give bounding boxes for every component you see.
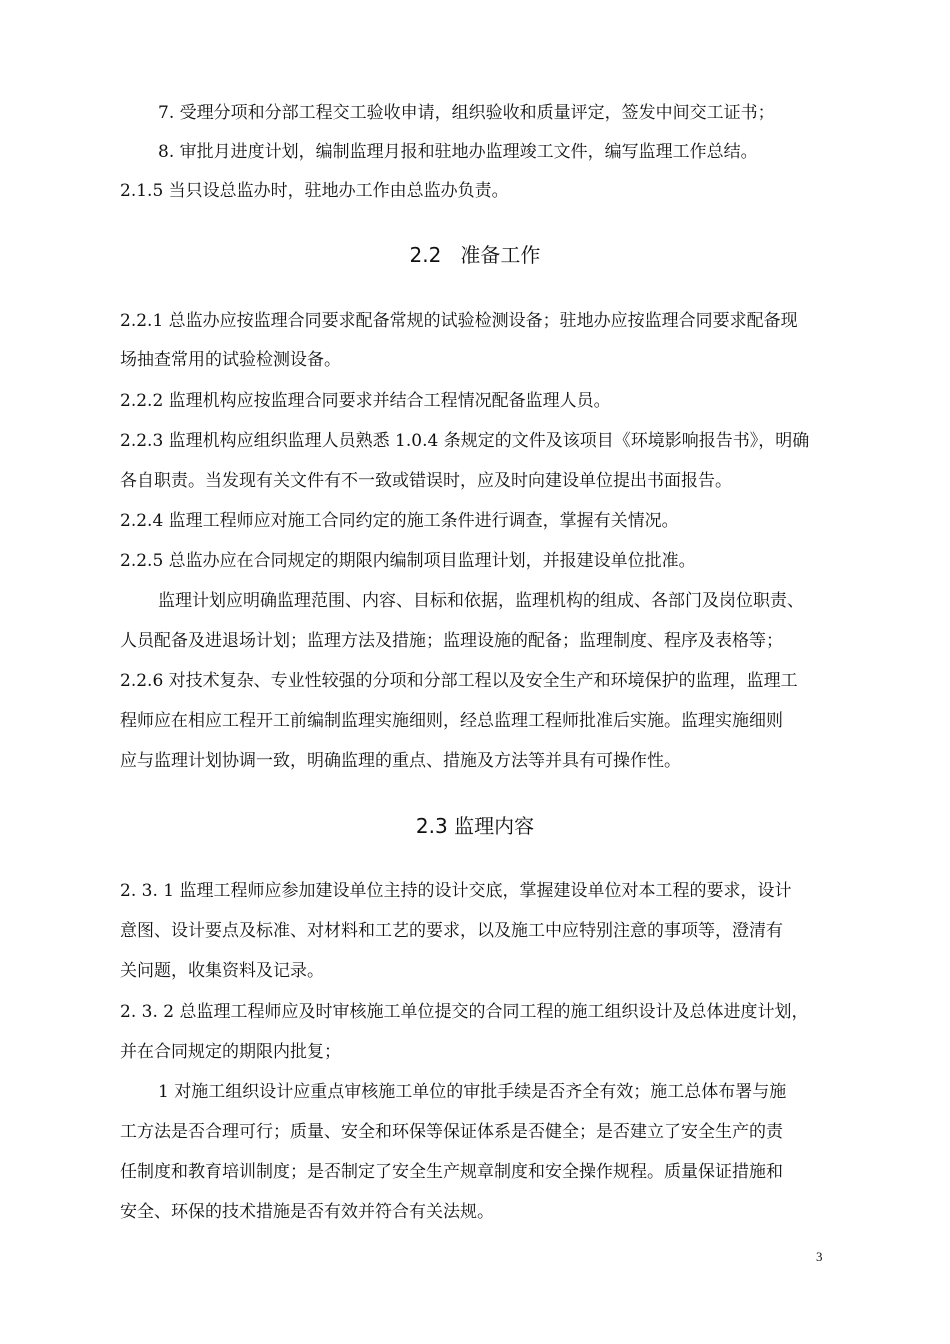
paragraph-line: 2.2.3 监理机构应组织监理人员熟悉 1.0.4 条规定的文件及该项目《环境影响报告书》，明确 <box>120 431 810 451</box>
paragraph-line: 关问题，收集资料及记录。 <box>120 961 324 981</box>
paragraph-line: 2.1.5 当只设总监办时，驻地办工作由总监办负责。 <box>120 181 509 201</box>
paragraph-line: 8. 审批月进度计划，编制监理月报和驻地办监理竣工文件，编写监理工作总结。 <box>158 142 758 162</box>
section-heading-2-2: 2.2 准备工作 <box>409 243 541 267</box>
paragraph-line: 应与监理计划协调一致，明确监理的重点、措施及方法等并具有可操作性。 <box>120 751 681 771</box>
paragraph-line: 监理计划应明确监理范围、内容、目标和依据，监理机构的组成、各部门及岗位职责、 <box>158 591 804 611</box>
paragraph-line: 各自职责。当发现有关文件有不一致或错误时，应及时向建设单位提出书面报告。 <box>120 471 732 491</box>
paragraph-line: 2.2.2 监理机构应按监理合同要求并结合工程情况配备监理人员。 <box>120 391 611 411</box>
paragraph-line: 并在合同规定的期限内批复； <box>120 1042 341 1062</box>
paragraph-line: 程师应在相应工程开工前编制监理实施细则，经总监理工程师批准后实施。监理实施细则 <box>120 711 783 731</box>
paragraph-line: 2.2.5 总监办应在合同规定的期限内编制项目监理计划，并报建设单位批准。 <box>120 551 696 571</box>
paragraph-line: 1 对施工组织设计应重点审核施工单位的审批手续是否齐全有效；施工总体布署与施 <box>158 1082 787 1102</box>
paragraph-line: 意图、设计要点及标准、对材料和工艺的要求，以及施工中应特别注意的事项等，澄清有 <box>120 921 783 941</box>
paragraph-line: 任制度和教育培训制度；是否制定了安全生产规章制度和安全操作规程。质量保证措施和 <box>120 1162 783 1182</box>
page-number: 3 <box>816 1249 823 1264</box>
paragraph-line: 工方法是否合理可行；质量、安全和环保等保证体系是否健全；是否建立了安全生产的责 <box>120 1122 783 1142</box>
paragraph-line: 2.2.1 总监办应按监理合同要求配备常规的试验检测设备；驻地办应按监理合同要求配备现 <box>120 311 798 331</box>
paragraph-line: 2. 3. 2 总监理工程师应及时审核施工单位提交的合同工程的施工组织设计及总体进度计划， <box>120 1002 809 1022</box>
paragraph-line: 安全、环保的技术措施是否有效并符合有关法规。 <box>120 1202 494 1222</box>
paragraph-line: 人员配备及进退场计划；监理方法及措施；监理设施的配备；监理制度、程序及表格等； <box>120 631 783 651</box>
paragraph-line: 7. 受理分项和分部工程交工验收申请，组织验收和质量评定，签发中间交工证书； <box>158 103 775 123</box>
paragraph-line: 场抽查常用的试验检测设备。 <box>120 350 341 370</box>
paragraph-line: 2. 3. 1 监理工程师应参加建设单位主持的设计交底，掌握建设单位对本工程的要求，设计 <box>120 881 792 901</box>
section-heading-2-3: 2.3 监理内容 <box>415 814 535 838</box>
paragraph-line: 2.2.4 监理工程师应对施工合同约定的施工条件进行调查，掌握有关情况。 <box>120 511 679 531</box>
paragraph-line: 2.2.6 对技术复杂、专业性较强的分项和分部工程以及安全生产和环境保护的监理，监理工 <box>120 671 798 691</box>
